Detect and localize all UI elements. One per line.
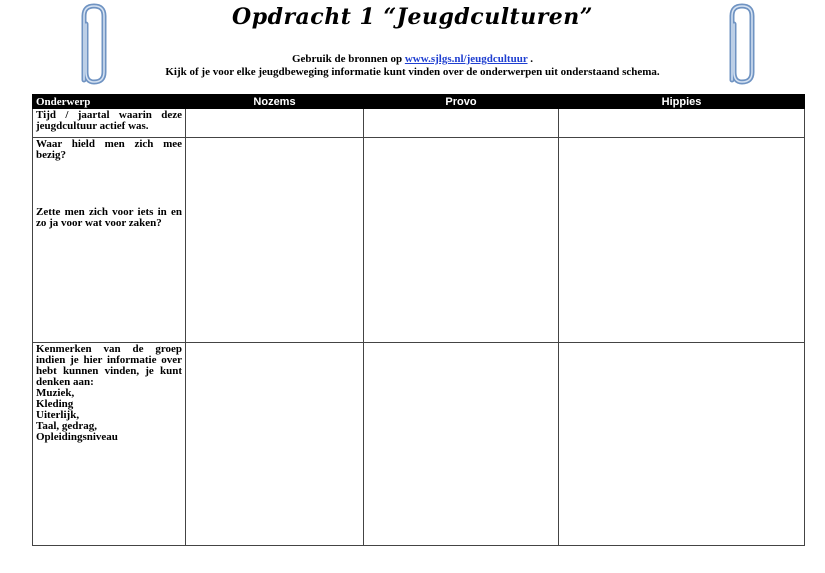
instruction-suffix: . [527,53,534,65]
answer-cell-nozems[interactable] [186,138,364,343]
answer-cell-provo[interactable] [364,109,559,138]
instruction-line-2: Kijk of je voor elke jeugdbeweging informatie kunt vinden over de onderwerpen uit onderstaand schema. [165,66,660,78]
topic-cell-bezigheden [33,138,186,343]
header-hippies: Hippies [559,95,805,109]
jeugdcultuur-schema-table [32,94,805,546]
page-title: Opdracht 1 “Jeugdculturen” [232,4,593,30]
table-row [33,138,805,343]
answer-cell-nozems[interactable] [186,343,364,546]
header-onderwerp: Onderwerp [33,95,186,109]
table-row [33,343,805,546]
source-link[interactable]: www.sjlgs.nl/jeugdcultuur [404,53,528,65]
question-inzet: Zette men zich voor iets in en zo ja voor wat voor zaken? [36,206,182,229]
kenmerken-intro: Kenmerken van de groep indien je hier informatie over hebt kunnen vinden, je kunt denken aan: [36,343,182,388]
question-bezig: Waar hield men zich mee bezig? [36,138,182,161]
answer-cell-nozems[interactable] [186,109,364,138]
table-header-row [33,95,805,109]
topic-cell-tijd: Tijd / jaartal waarin deze jeugdcultuur actief was. [33,109,186,138]
header-provo: Provo [364,95,559,109]
header-nozems: Nozems [186,95,364,109]
instruction-line-1 [0,53,825,65]
answer-cell-hippies[interactable] [559,343,805,546]
answer-cell-provo[interactable] [364,343,559,546]
topic-cell-kenmerken [33,343,186,546]
answer-cell-hippies[interactable] [559,109,805,138]
answer-cell-provo[interactable] [364,138,559,343]
list-item-kleding: Kleding [36,398,74,410]
answer-cell-hippies[interactable] [559,138,805,343]
list-item-muziek: Muziek, [36,387,75,399]
list-item-taal: Taal, gedrag, [36,420,98,432]
table-row [33,109,805,138]
list-item-opleiding: Opleidingsniveau [36,431,118,443]
list-item-uiterlijk: Uiterlijk, [36,409,80,421]
instruction-prefix: Gebruik de bronnen op [291,53,405,65]
